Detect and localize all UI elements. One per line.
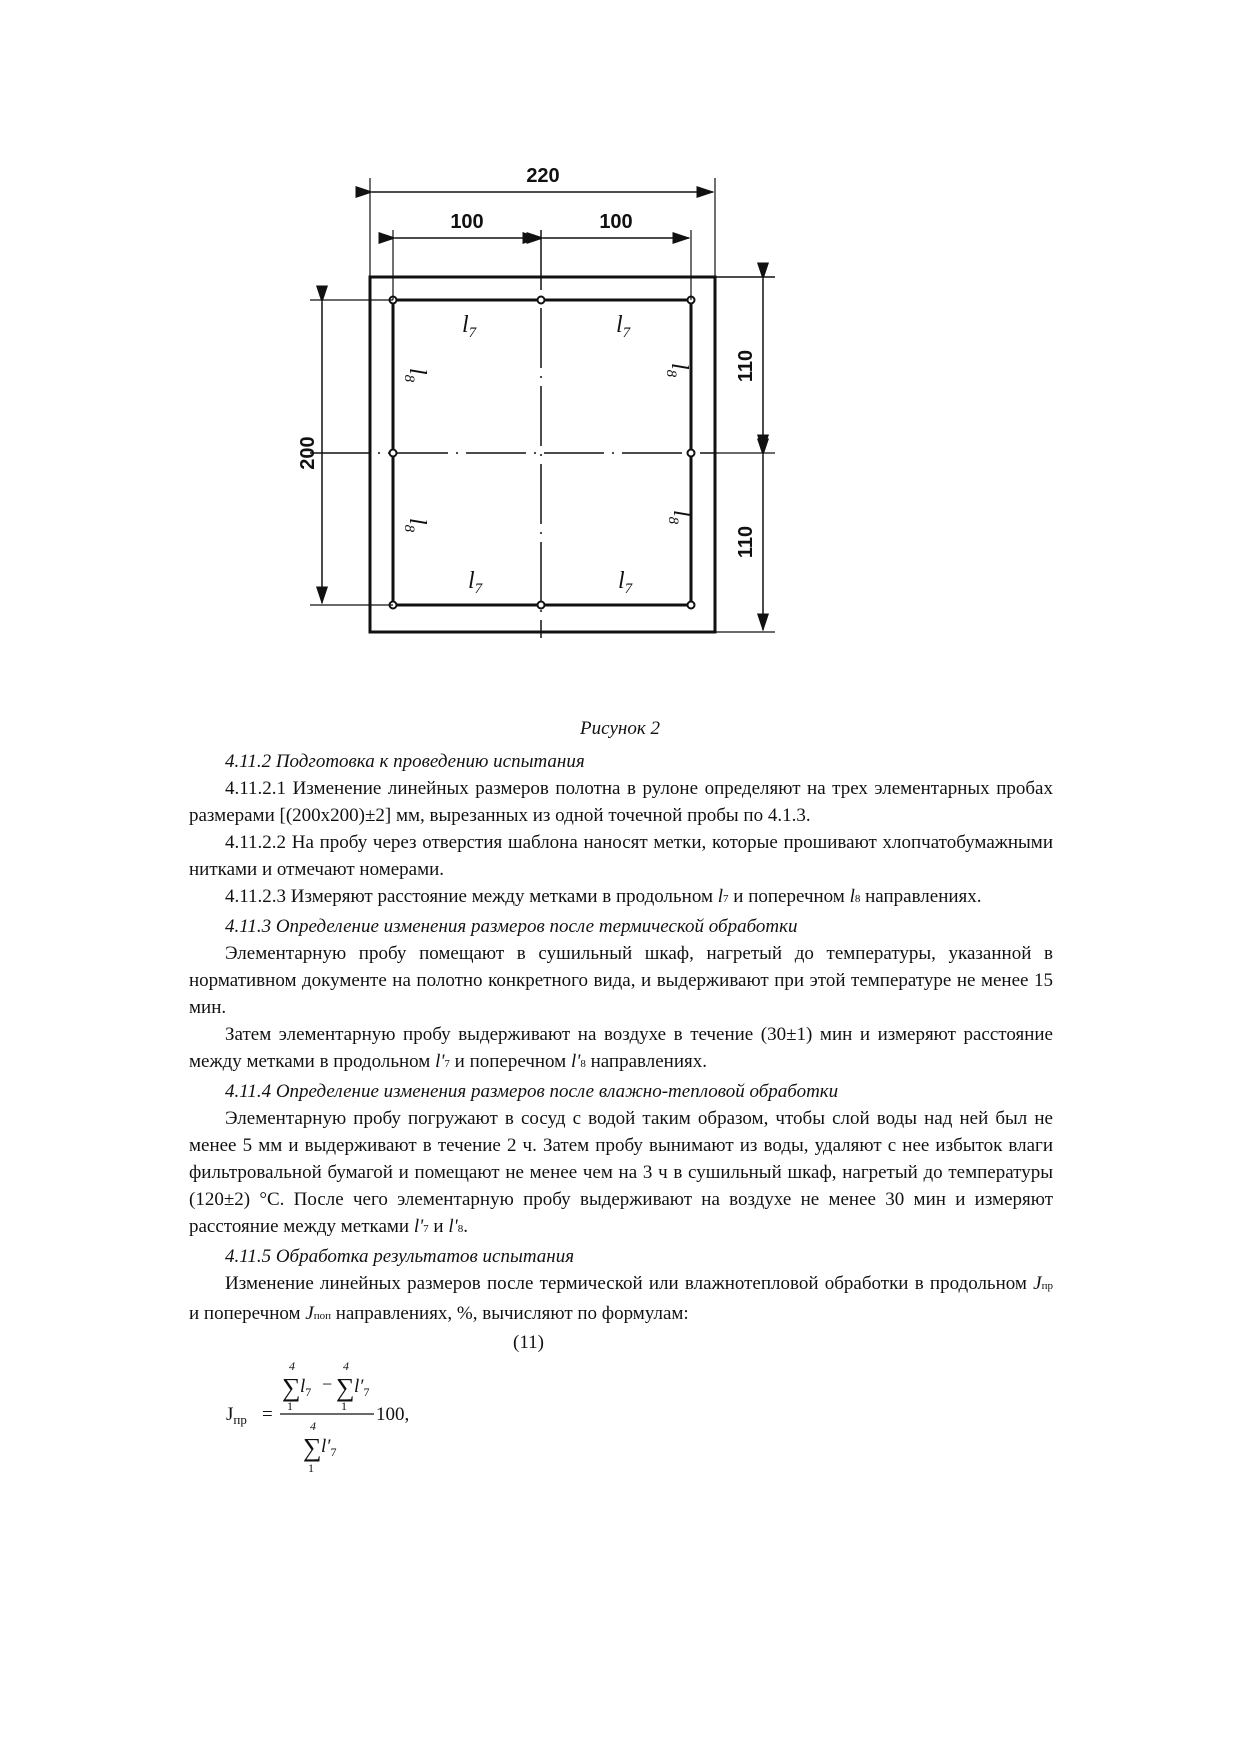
dim-110-upper: 110 — [735, 349, 757, 383]
paragraph-4-11-2-3: 4.11.2.3 Измеряют расстояние между метками в продольном l7 и поперечном l8 направлениях. — [225, 886, 982, 907]
num-sum1-lower: 1 — [287, 1399, 293, 1413]
template-diagram — [297, 165, 1000, 720]
l7-label-bottom-right — [618, 568, 634, 597]
formula-factor: 100, — [376, 1404, 410, 1425]
svg-text:l8: $l_8$ — [401, 368, 430, 383]
den-sum-lower: 1 — [308, 1461, 314, 1475]
num-sum2-lower: 1 — [341, 1399, 347, 1413]
num-minus: − — [322, 1374, 333, 1394]
l7-label-top-left — [462, 312, 478, 341]
l8-label-upper-left — [401, 368, 430, 383]
formula-lhs: $J_{пр}$ — [226, 1404, 247, 1427]
num-sum1-sigma: ∑ — [282, 1373, 301, 1402]
dim-100-left: 100 — [450, 211, 484, 233]
svg-text:l8: $l_8$ — [665, 510, 694, 525]
section-title-4-11-2: 4.11.2 Подготовка к проведению испытания — [225, 751, 585, 772]
num-sum2-sigma: ∑ — [336, 1373, 355, 1402]
l8-label-upper-right — [663, 363, 692, 378]
paragraph-4-11-3-b: Затем элементарную пробу выдерживают на воздухе в течение (30±1) мин и измеряют расстояние между метками в продольном l'7 и поперечном l'8 направлениях. — [189, 1024, 1053, 1072]
num-l7: $l_7$ — [300, 1376, 312, 1399]
den-sum-upper: 4 — [310, 1419, 316, 1433]
l8-label-lower-left — [401, 518, 430, 533]
num-l7-prime: $l'_7$ — [354, 1376, 370, 1399]
den-l7-prime: $l'_7$ — [321, 1436, 337, 1459]
section-title-4-11-3: 4.11.3 Определение изменения размеров после термической обработки — [225, 916, 798, 937]
svg-text:l8: $l_8$ — [663, 363, 692, 378]
section-title-4-11-5: 4.11.5 Обработка результатов испытания — [225, 1246, 575, 1267]
num-sum2-upper: 4 — [343, 1359, 349, 1373]
svg-text:l7: $l_7$ — [462, 312, 477, 341]
l7-label-bottom-left — [468, 568, 484, 597]
figure-sample-template — [297, 165, 1000, 720]
formula-graphic — [222, 1350, 442, 1480]
formula-equals: = — [262, 1404, 273, 1425]
paragraph-4-11-2-1: 4.11.2.1 Изменение линейных размеров полотна в рулоне определяют на трех элементарных пробах размерами [(200x200)±2] мм, вырезанных из одной точечной пробы по 4.1.3. — [189, 778, 1053, 826]
paragraph-4-11-5: Изменение линейных размеров после термической или влажнотепловой обработки в продольном Jпр и поперечном Jпоп направлениях, %, вычисляют по формулам: — [189, 1273, 1053, 1324]
svg-text:l7: $l_7$ — [618, 568, 633, 597]
svg-text:l7: $l_7$ — [468, 568, 483, 597]
figure-caption: Рисунок 2 — [580, 718, 660, 739]
section-title-4-11-4: 4.11.4 Определение изменения размеров после влажно-тепловой обработки — [225, 1081, 839, 1102]
formula-jpr — [222, 1350, 442, 1480]
template-frame — [370, 277, 715, 632]
svg-text:l8: $l_8$ — [401, 518, 430, 533]
den-sum-sigma: ∑ — [303, 1433, 322, 1462]
l7-label-top-right — [616, 312, 632, 341]
dim-110-lower: 110 — [735, 525, 757, 559]
dim-100-right: 100 — [599, 211, 633, 233]
dim-200: 200 — [297, 436, 319, 470]
equation-number: (11) — [513, 1332, 544, 1353]
body-text — [189, 748, 1053, 1330]
svg-text:l7: $l_7$ — [616, 312, 631, 341]
dim-220: 220 — [526, 165, 560, 187]
paragraph-4-11-4: Элементарную пробу погружают в сосуд с водой таким образом, чтобы слой воды над ней был не менее 5 мм и выдерживают в течение 2 ч. Затем пробу вынимают из воды, удаляют с нее избыток влаги фильтровальной бумагой и помещают не менее чем на 3 ч в сушильный шкаф, нагретый до температуры (120±2) °С. После чего элементарную пробу выдерживают на воздухе не менее 30 мин и измеряют расстояние между метками l'7 и l'8. — [189, 1108, 1053, 1237]
paragraph-4-11-3-a: Элементарную пробу помещают в сушильный шкаф, нагретый до температуры, указанной в нормативном документе на полотно конкретного вида, и выдерживают при этой температуре не менее 15 мин. — [189, 943, 1053, 1018]
num-sum1-upper: 4 — [289, 1359, 295, 1373]
paragraph-4-11-2-2: 4.11.2.2 На пробу через отверстия шаблона наносят метки, которые прошивают хлопчатобумажными нитками и отмечают номерами. — [189, 832, 1053, 880]
